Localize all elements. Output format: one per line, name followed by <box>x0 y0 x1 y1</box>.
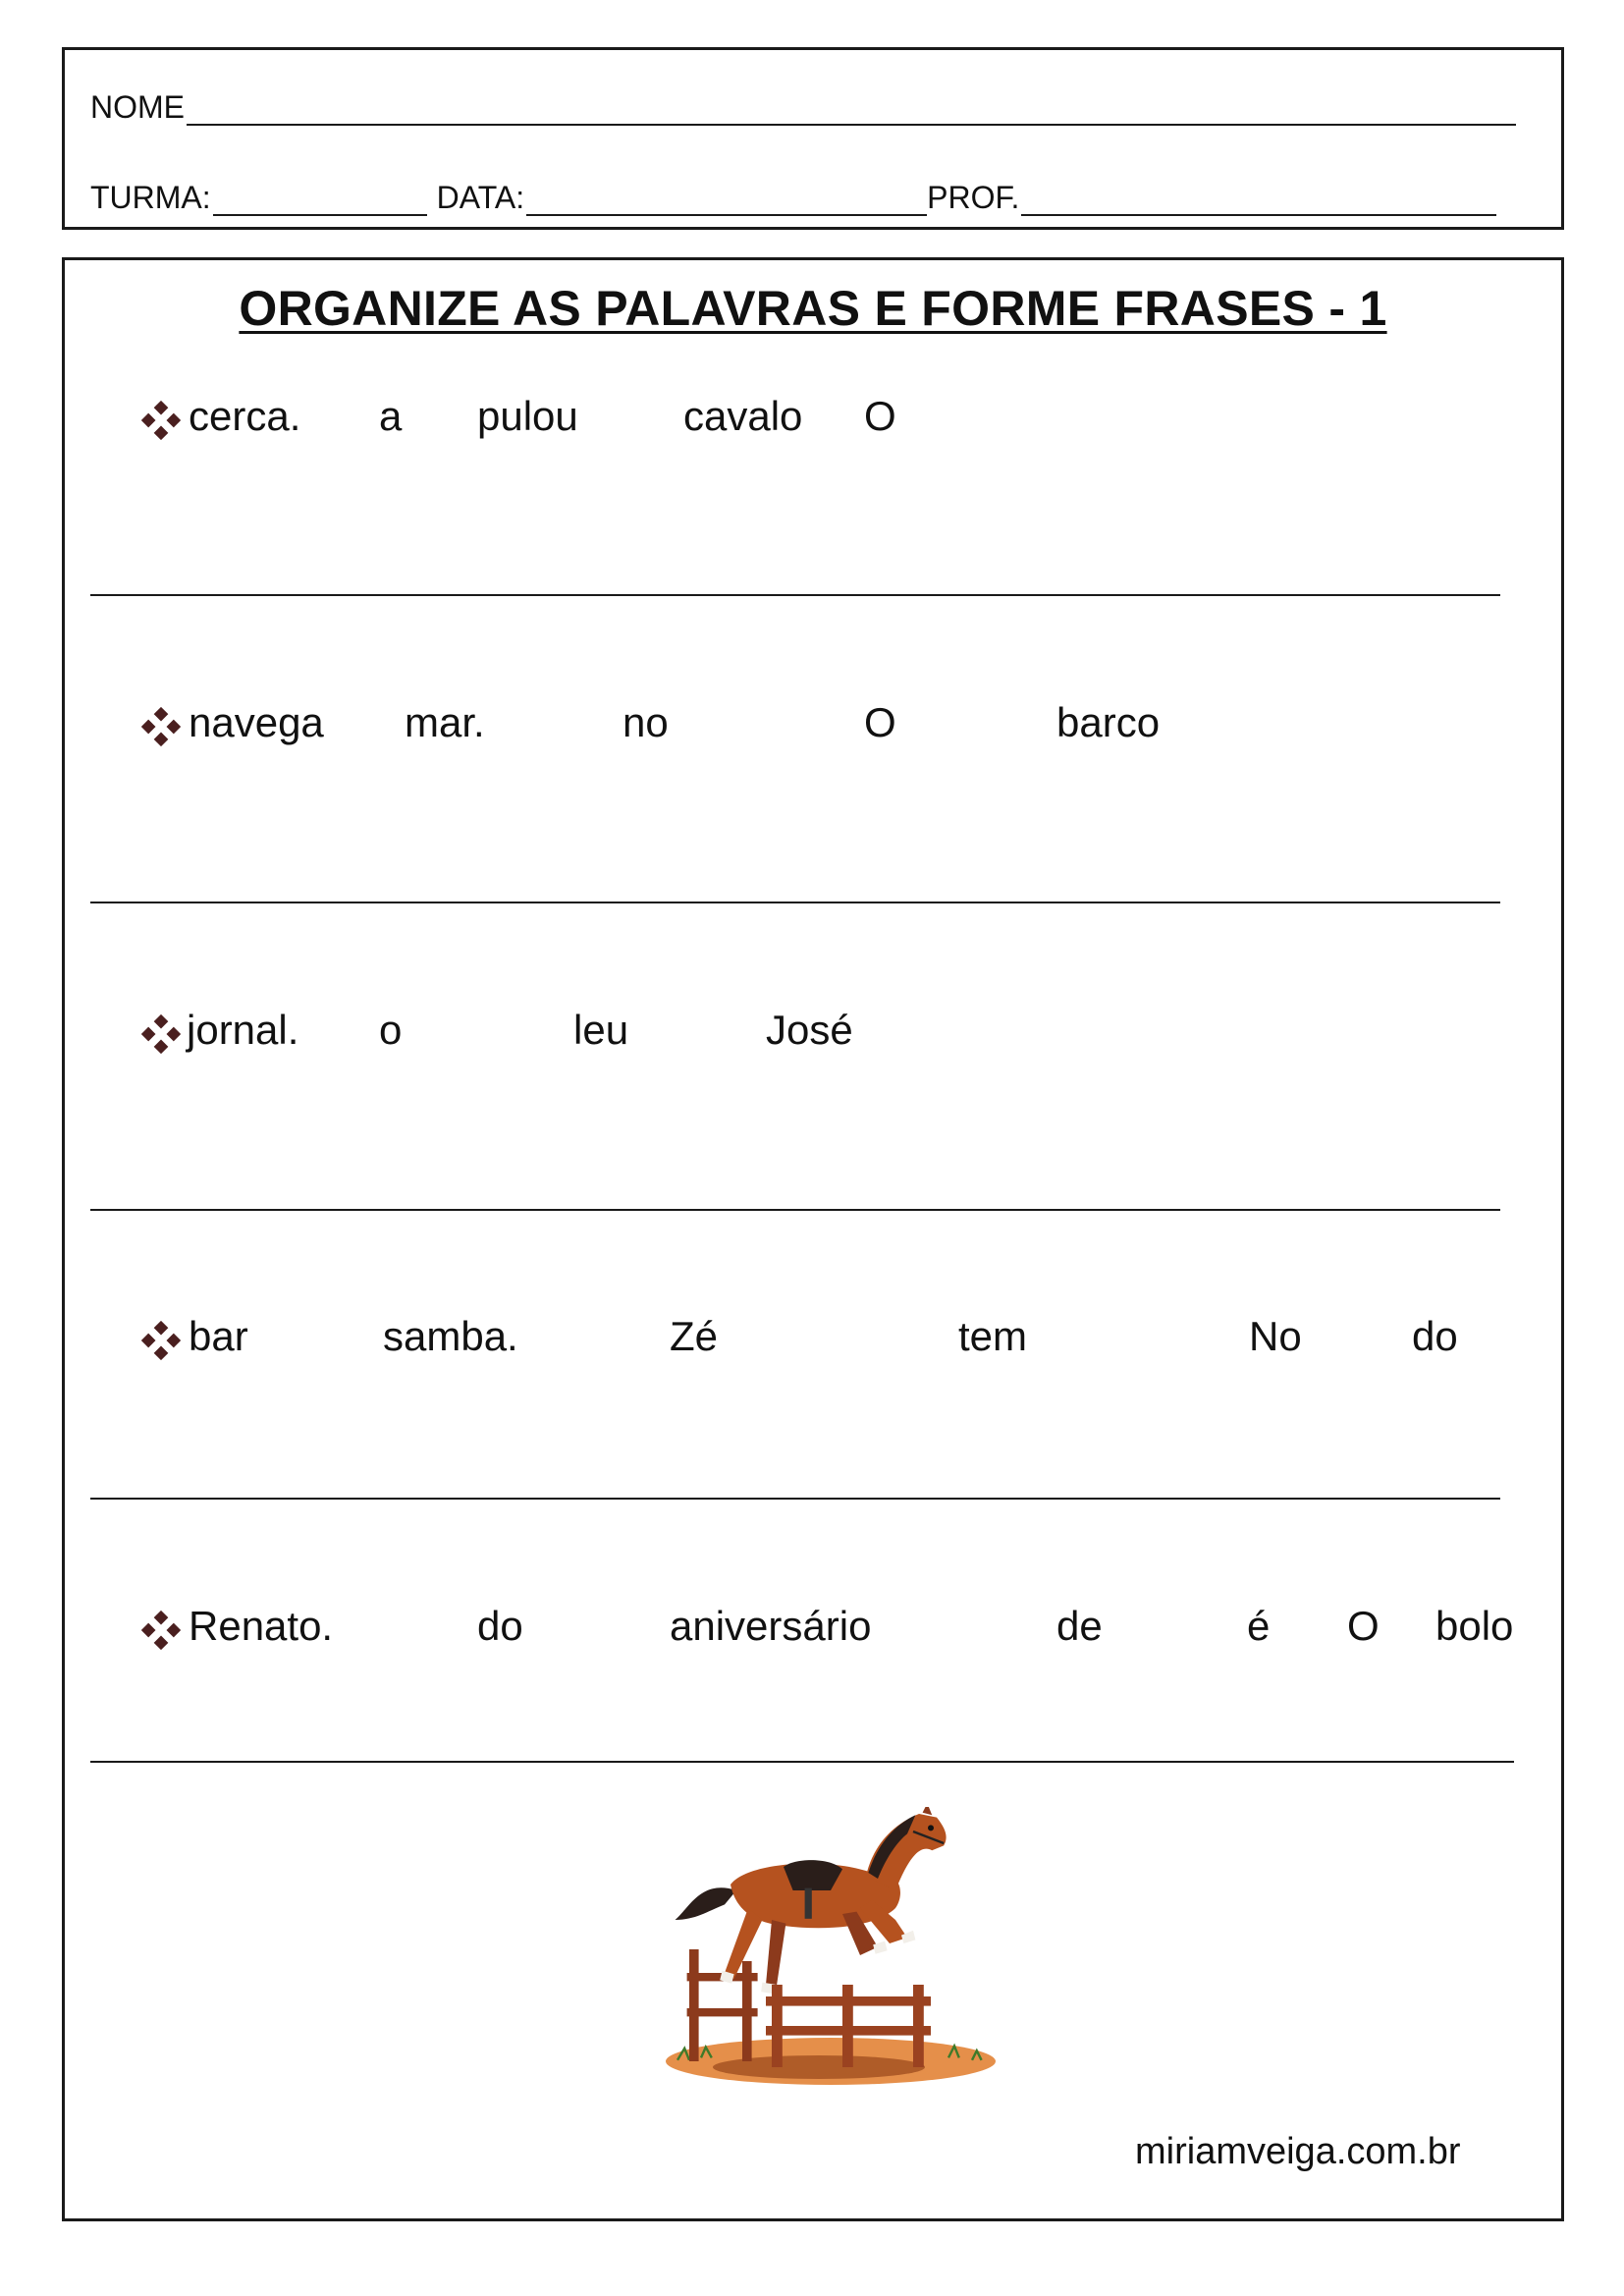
exercise-3 <box>65 1007 1561 1066</box>
word: no <box>623 699 669 745</box>
word: bolo <box>1435 1603 1514 1649</box>
word: o <box>379 1007 403 1053</box>
diamond-bullet-icon <box>139 1319 183 1362</box>
diamond-bullet-icon <box>139 705 183 748</box>
prof-label: PROF. <box>927 180 1020 215</box>
word: bar <box>189 1313 248 1359</box>
nome-label: NOME <box>90 89 185 125</box>
word: do <box>1412 1313 1458 1359</box>
word: jornal. <box>187 1007 299 1053</box>
turma-field[interactable] <box>213 185 427 216</box>
data-field[interactable] <box>526 185 927 216</box>
prof-field[interactable] <box>1021 185 1496 216</box>
diamond-bullet-icon <box>139 399 183 442</box>
word: O <box>864 393 896 439</box>
exercise-1 <box>65 393 1561 452</box>
word: José <box>766 1007 853 1053</box>
exercise-5 <box>65 1603 1561 1662</box>
word: navega <box>189 699 324 745</box>
website-credit: miriamveiga.com.br <box>1135 2131 1461 2172</box>
data-label: DATA: <box>436 180 525 215</box>
answer-line-1[interactable] <box>90 594 1500 596</box>
turma-label: TURMA: <box>90 180 211 215</box>
word: cerca. <box>189 393 301 439</box>
info-row <box>90 180 1496 216</box>
word: aniversário <box>670 1603 872 1649</box>
word: O <box>1347 1603 1380 1649</box>
answer-line-4[interactable] <box>90 1498 1500 1500</box>
answer-line-2[interactable] <box>90 902 1500 903</box>
word: barco <box>1056 699 1161 745</box>
word: Renato. <box>189 1603 334 1649</box>
word: Zé <box>670 1313 719 1359</box>
exercise-2 <box>65 699 1561 758</box>
nome-row <box>90 89 1516 126</box>
word: a <box>379 393 403 439</box>
answer-line-5[interactable] <box>90 1761 1514 1763</box>
horse-jumping-fence-icon <box>654 1807 1007 2092</box>
word: tem <box>958 1313 1028 1359</box>
word: de <box>1056 1603 1103 1649</box>
header-box <box>62 47 1564 230</box>
word: O <box>864 699 896 745</box>
word: cavalo <box>683 393 803 439</box>
word: é <box>1247 1603 1271 1649</box>
word: do <box>477 1603 523 1649</box>
exercise-box <box>62 257 1564 2221</box>
word: leu <box>573 1007 629 1053</box>
exercise-4 <box>65 1313 1561 1372</box>
word: samba. <box>383 1313 518 1359</box>
word: mar. <box>405 699 485 745</box>
word: pulou <box>477 393 578 439</box>
diamond-bullet-icon <box>139 1012 183 1056</box>
word: No <box>1249 1313 1302 1359</box>
nome-field[interactable] <box>187 94 1516 126</box>
answer-line-3[interactable] <box>90 1209 1500 1211</box>
worksheet-title: ORGANIZE AS PALAVRAS E FORME FRASES - 1 <box>239 281 1387 336</box>
diamond-bullet-icon <box>139 1609 183 1652</box>
